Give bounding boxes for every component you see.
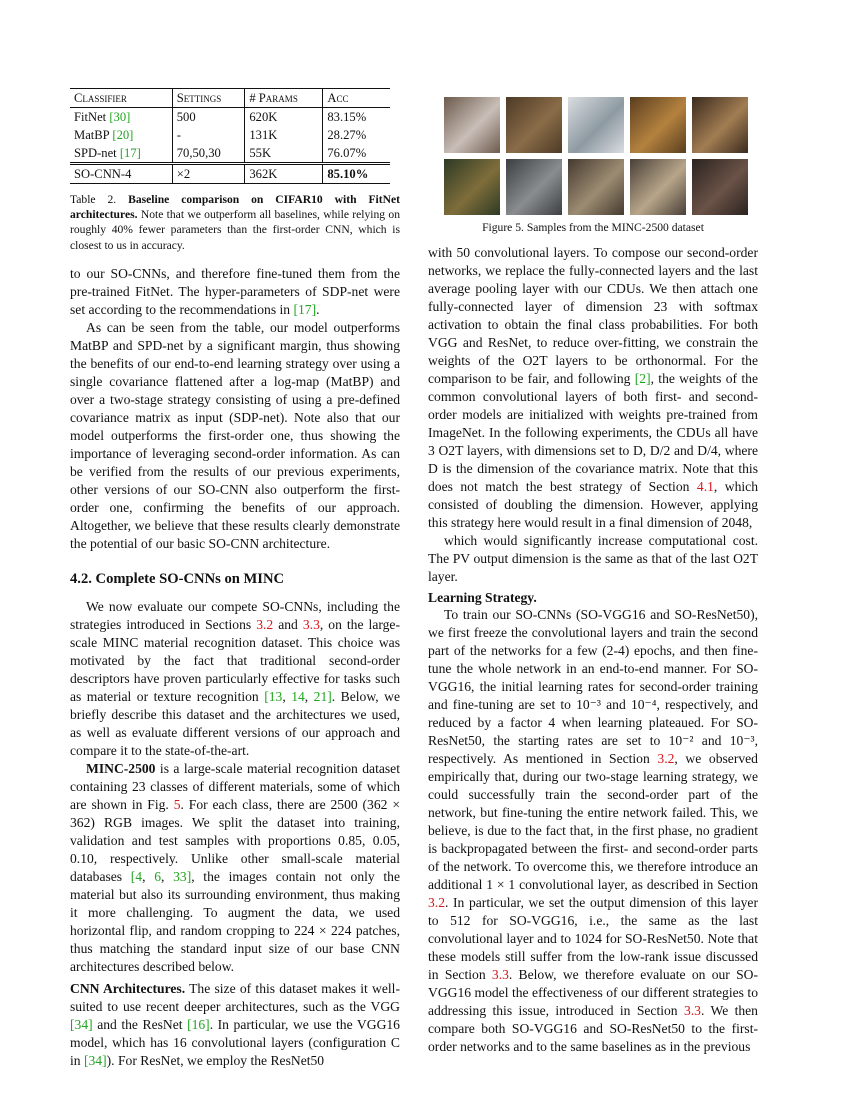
table-caption <box>70 192 400 253</box>
caption-label: Table 2. <box>70 193 117 206</box>
citation-link[interactable]: [13 <box>264 688 283 704</box>
caption-text: Note that we outperform all baselines, while relying on roughly 40% fewer parameters than the first-order CNN, which is closest to us in accuracy. <box>70 208 400 252</box>
row-classifier: MatBP <box>74 128 110 142</box>
table-row <box>70 108 390 127</box>
sample-image <box>568 159 624 215</box>
citation-link[interactable]: 6 <box>154 868 161 884</box>
section-link[interactable]: 3.2 <box>657 751 675 766</box>
section-link[interactable]: 3.2 <box>428 895 445 910</box>
subsection-title: Learning Strategy. <box>428 590 537 605</box>
paragraph: We now evaluate our compete SO-CNNs, including the strategies introduced in Sections 3.2 and 3.3, on the large-scale MINC material recognition dataset. This choice was motivated by the fact that traditional second-order descriptors have proven particularly effective for tasks such as material or texture recognition [13, 14, 21]. Below, we briefly describe this dataset and the architectures we used, as well as evaluate different versions of our approach and compare it to the state-of-the-art. <box>70 598 400 758</box>
sample-image <box>568 97 624 153</box>
row-params: 55K <box>245 144 323 164</box>
citation-link[interactable]: [2] <box>634 371 651 386</box>
citation-link[interactable]: 14 <box>291 688 305 704</box>
row-classifier: SPD-net <box>74 146 117 160</box>
citation-link[interactable]: [17] <box>293 301 317 317</box>
sample-image <box>692 159 748 215</box>
row-settings: ×2 <box>172 164 245 184</box>
sample-image <box>630 159 686 215</box>
row-classifier: SO-CNN-4 <box>70 164 172 184</box>
table-row <box>70 144 390 164</box>
row-acc-best: 85.10% <box>323 164 390 184</box>
sample-image <box>444 97 500 153</box>
citation-link[interactable]: [34] <box>83 1052 107 1068</box>
row-settings: 500 <box>172 108 245 127</box>
citation-link[interactable]: 33] <box>173 868 192 884</box>
caption-bold: Baseline comparison on CIFAR10 with FitNet architectures. <box>70 193 400 222</box>
left-column <box>70 88 400 1070</box>
citation-link[interactable]: [20] <box>112 128 134 142</box>
paragraph: which would significantly increase computational cost. The PV output dimension is the same as that of the last O2T layer. <box>428 533 758 584</box>
citation-link[interactable]: [30] <box>109 110 131 124</box>
row-classifier: FitNet <box>74 110 107 124</box>
table-row <box>70 126 390 144</box>
sample-image <box>630 97 686 153</box>
paragraph: CNN Architectures. The size of this dataset makes it well-suited to use recent deeper architectures, such as the VGG [34] and the ResNet [16]. In particular, we use the VGG16 model, which has 16 convolutional layers (configuration C in [34]). For ResNet, we employ the ResNet50 <box>70 980 400 1068</box>
table-header-params: # Params <box>245 89 323 108</box>
sample-image <box>506 159 562 215</box>
section-title: 4.2. Complete SO-CNNs on MINC <box>70 570 285 587</box>
section-link[interactable]: 3.3 <box>683 1003 701 1018</box>
row-settings: 70,50,30 <box>172 144 245 164</box>
paragraph-heading: CNN Architectures. <box>70 980 186 996</box>
section-link[interactable]: 4.1 <box>696 479 714 494</box>
sample-image <box>444 159 500 215</box>
row-params: 620K <box>245 108 323 127</box>
paragraph: with 50 convolutional layers. To compose our second-order networks, we replace the fully-connected layers and the last average pooling layer with our CDUs. We then attach one fully-connected layer of dimension 23 with softmax activation to obtain the final class probabilities. For both VGG and ResNet, to reduce over-fitting, we constrain the weights of the O2T layers to be orthonormal. For the comparison to be fair, and following [2], the weights of the common convolutional layers of both first- and second-order models are initialized with weights pre-trained from ImageNet. In the following experiments, the CDUs all have 3 O2T layers, with dimensions set to D, D/2 and D/4, where D is the dimension of the covariance matrix. Note that this does not match the best strategy of Section 4.1, which consisted of doubling the dimension. However, applying this strategy here would result in a final dimension of 2048, <box>428 245 758 530</box>
baseline-table <box>70 88 390 184</box>
paragraph: To train our SO-CNNs (SO-VGG16 and SO-ResNet50), we first freeze the convolutional layers and train the second part of the networks for a few (2-4) epochs, and then fine-tune the whole network in an end-to-end manner. For SO-VGG16, the initial learning rates for second-order training and fine-tuning are set to 10⁻³ and 10⁻⁴, respectively, and reduced by a factor 4 when learning plateaued. For SO-ResNet50, the starting rates are set to 10⁻² and 10⁻³, respectively. As mentioned in Section 3.2, we observed empirically that, during our two-stage learning strategy, we could successfully train the second-order part of the network, but fine-tuning the entire network failed. This, we believe, is due to the fact that, in the first phase, no gradient is backpropagated between the first- and second-order parts of the network. To overcome this, we therefore introduce an additional 1 × 1 convolutional layer, as described in Section 3.2. In particular, we set the output dimension of this layer to 512 for SO-VGG16, i.e., the same as the last convolutional layer and to 1024 for SO-ResNet50. Note that these models still suffer from the low-rank issue discussed in Section 3.3. Below, we therefore evaluate on our SO-VGG16 model the effectiveness of our different strategies to addressing this issue, introduced in Section 3.3. We then compare both SO-VGG16 and SO-ResNet50 to the first-order networks and to the same baselines as in the previous <box>428 607 758 1054</box>
row-acc: 83.15% <box>323 108 390 127</box>
figure-link[interactable]: 5 <box>173 796 181 812</box>
citation-link[interactable]: 21] <box>313 688 332 704</box>
row-acc: 76.07% <box>323 144 390 164</box>
citation-link[interactable]: [16] <box>187 1016 210 1032</box>
dataset-name: MINC-2500 <box>86 760 156 776</box>
sample-image <box>506 97 562 153</box>
row-settings: - <box>172 126 245 144</box>
row-acc: 28.27% <box>323 126 390 144</box>
right-column <box>428 92 758 1056</box>
section-link[interactable]: 3.3 <box>491 967 509 982</box>
citation-link[interactable]: [17] <box>119 146 141 160</box>
minc-sample-grid <box>444 97 758 215</box>
section-link[interactable]: 3.3 <box>302 616 320 632</box>
row-params: 362K <box>245 164 323 184</box>
paragraph: MINC-2500 is a large-scale material recognition dataset containing 23 classes of different materials, some of which are shown in Fig. 5. For each class, there are 2500 (362 × 362) RGB images. We split the dataset into training, validation and test samples with proportions 0.85, 0.05, 0.10, respectively. Unlike other small-scale material databases [4, 6, 33], the images contain not only the material but also its surrounding environment, thus making it more challenging. To augment the data, we used horizontal flip, and random cropping to 224 × 224 patches, thus matching the standard input size of our base CNN architectures described below. <box>70 760 401 974</box>
paragraph: As can be seen from the table, our model outperforms MatBP and SPD-net by a significant margin, thus showing the benefits of our end-to-end learning strategy over using a single covariance flattened after a log-map (MatBP) and over a two-stage strategy consisting of using a pre-defined covariance matrix as input (SDP-net). Note also that our model outperforms the first-order one, thus showing the importance of leveraging second-order information. As can be verified from the results of our previous experiments, other versions of our SO-CNN also outperform the first-order one, confirming the benefits of our approach. Altogether, we believe that these results clearly demonstrate the potential of our basic SO-CNN architecture. <box>70 319 400 551</box>
row-params: 131K <box>245 126 323 144</box>
table-header-row <box>70 89 390 108</box>
table-header-classifier: Classifier <box>70 89 172 108</box>
section-link[interactable]: 3.2 <box>256 616 274 632</box>
sample-image <box>692 97 748 153</box>
citation-link[interactable]: [4 <box>130 868 143 884</box>
table-row-ours <box>70 164 390 184</box>
citation-link[interactable]: [34] <box>70 1016 93 1032</box>
figure-caption: Figure 5. Samples from the MINC-2500 dataset <box>482 221 704 234</box>
table-header-settings: Settings <box>172 89 245 108</box>
paragraph: to our SO-CNNs, and therefore fine-tuned them from the pre-trained FitNet. The hyper-parameters of SDP-net were set according to the recommendations in [17]. <box>70 265 400 317</box>
table-header-acc: Acc <box>323 89 390 108</box>
